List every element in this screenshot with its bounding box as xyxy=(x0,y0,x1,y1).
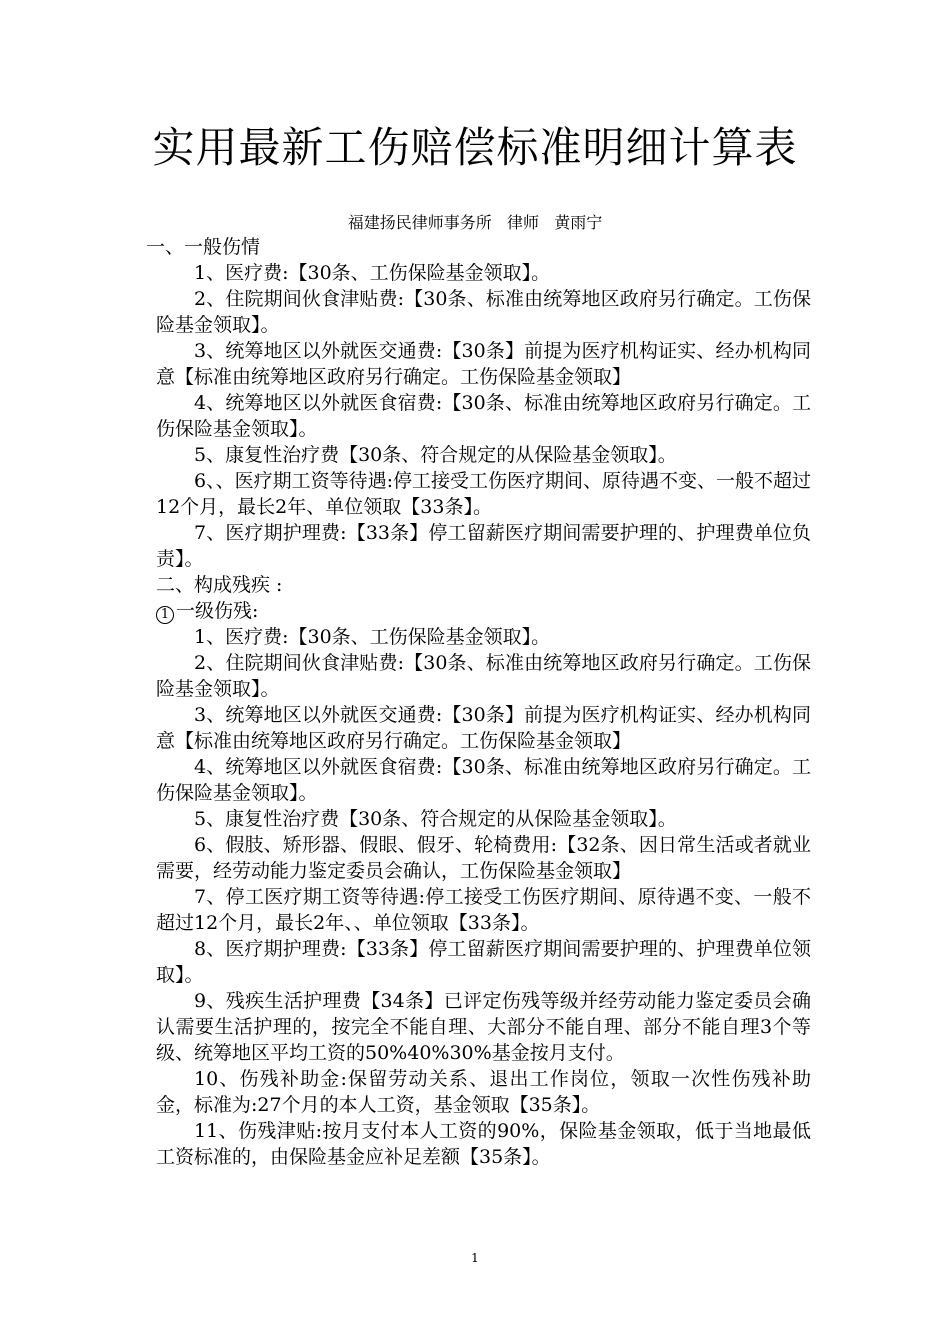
list-item: 1、医疗费:【30条、工伤保险基金领取】。 xyxy=(194,626,551,648)
list-item: 6、、医疗期工资等待遇:停工接受工伤医疗期间、原待遇不变、一般不超过12个月，最长2年、单位领取【33条】。 xyxy=(156,470,811,518)
list-item: 11、伤残津贴:按月支付本人工资的90%，保险基金领取，低于当地最低工资标准的，由保险基金应补足差额【35条】。 xyxy=(156,1120,811,1168)
page-number: 1 xyxy=(471,1251,479,1265)
list-item: 3、统筹地区以外就医交通费:【30条】前提为医疗机构证实、经办机构同意【标准由统筹地区政府另行确定。工伤保险基金领取】 xyxy=(156,340,811,388)
list-item: 1、医疗费:【30条、工伤保险基金领取】。 xyxy=(194,262,551,284)
list-item: 5、康复性治疗费【30条、符合规定的从保险基金领取】。 xyxy=(194,444,677,466)
list-item: 2、住院期间伙食津贴费:【30条、标准由统筹地区政府另行确定。工伤保险基金领取】。 xyxy=(156,288,811,336)
list-item: 7、医疗期护理费:【33条】停工留薪医疗期间需要护理的、护理费单位负责】。 xyxy=(156,522,811,570)
list-item: 6、假肢、矫形器、假眼、假牙、轮椅费用:【32条、因日常生活或者就业需要，经劳动能力鉴定委员会确认，工伤保险基金领取】 xyxy=(156,834,811,882)
list-item: 9、残疾生活护理费【34条】已评定伤残等级并经劳动能力鉴定委员会确认需要生活护理的，按完全不能自理、大部分不能自理、部分不能自理3个等级、统筹地区平均工资的50%40%30%基金按月支付。 xyxy=(156,990,811,1064)
section-heading-general-injury: 一、一般伤情 xyxy=(146,236,261,258)
section-heading-disability: 二、构成残疾 : xyxy=(156,574,283,596)
list-item: 10、伤残补助金:保留劳动关系、退出工作岗位，领取一次性伤残补助金，标准为:27个月的本人工资，基金领取【35条】。 xyxy=(156,1068,811,1116)
list-item: 4、统筹地区以外就医食宿费:【30条、标准由统筹地区政府另行确定。工伤保险基金领取】。 xyxy=(156,392,811,440)
subsection-heading-grade-one xyxy=(156,598,811,624)
list-item: 5、康复性治疗费【30条、符合规定的从保险基金领取】。 xyxy=(194,808,677,830)
list-item: 8、医疗期护理费:【33条】停工留薪医疗期间需要护理的、护理费单位领取】。 xyxy=(156,938,811,986)
list-item: 4、统筹地区以外就医食宿费:【30条、标准由统筹地区政府另行确定。工伤保险基金领取】。 xyxy=(156,756,811,804)
list-item: 2、住院期间伙食津贴费:【30条、标准由统筹地区政府另行确定。工伤保险基金领取】。 xyxy=(156,652,811,700)
subsection-label: 一级伤残: xyxy=(176,600,259,622)
list-item: 7、停工医疗期工资等待遇:停工接受工伤医疗期间、原待遇不变、一般不超过12个月，最长2年、、单位领取【33条】。 xyxy=(156,886,811,934)
document-title: 实用最新工伤赔偿标准明细计算表 xyxy=(152,123,798,172)
circled-number-marker: 1 xyxy=(156,606,174,624)
list-item: 3、统筹地区以外就医交通费:【30条】前提为医疗机构证实、经办机构同意【标准由统筹地区政府另行确定。工伤保险基金领取】 xyxy=(156,704,811,752)
document-body xyxy=(146,234,811,1170)
author-line: 福建扬民律师事务所 律师 黄雨宁 xyxy=(347,213,603,232)
